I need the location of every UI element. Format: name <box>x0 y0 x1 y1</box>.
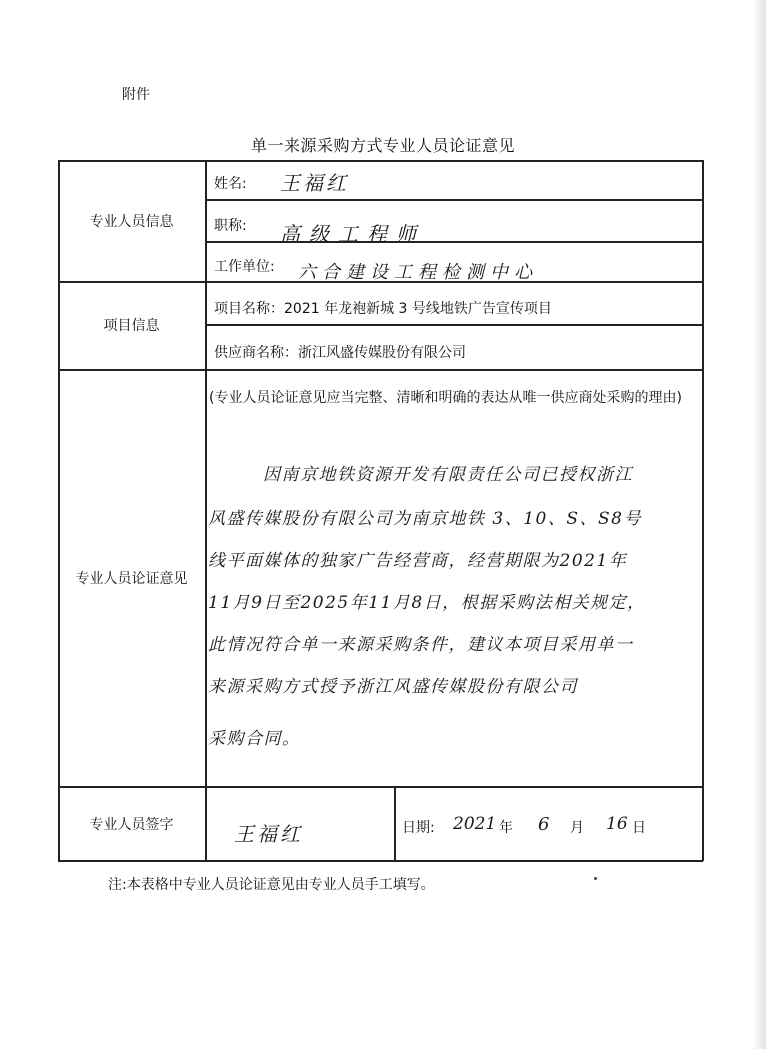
date-month-handwritten: 6 <box>538 814 550 835</box>
project-name: 项目名称：2021 年龙袍新城 3 号线地铁广告宣传项目 <box>214 301 552 317</box>
name-label: 姓名: <box>214 176 247 192</box>
expert-opinion-heading: 专业人员论证意见 <box>75 570 188 587</box>
opinion-line-6: 来源采购方式授予浙江风盛传媒股份有限公司 <box>208 677 578 697</box>
expert-info-heading: 专业人员信息 <box>89 213 174 230</box>
opinion-line-3: 线平面媒体的独家广告经营商，经营期限为2021年 <box>208 551 628 571</box>
signature-date-divider <box>394 786 396 861</box>
signature-handwritten: 王福红 <box>234 822 303 846</box>
date-year-unit: 年 <box>499 820 513 836</box>
opinion-line-2: 风盛传媒股份有限公司为南京地铁 3、10、S、S8号 <box>208 509 642 529</box>
table-border-right <box>702 160 704 861</box>
opinion-line-5: 此情况符合单一来源采购条件，建议本项目采用单一 <box>208 635 634 655</box>
opinion-instruction: (专业人员论证意见应当完整、清晰和明确的表达从唯一供应商处采购的理由) <box>209 390 682 406</box>
date-month-unit: 月 <box>570 820 584 836</box>
opinion-form-table <box>58 160 703 861</box>
project-info-heading: 项目信息 <box>103 318 160 334</box>
opinion-line-7: 采购合同。 <box>208 729 301 749</box>
column-divider <box>205 160 207 861</box>
date-year-handwritten: 2021 <box>453 814 497 834</box>
opinion-line-1: 因南京地铁资源开发有限责任公司已授权浙江 <box>263 465 633 485</box>
document-title: 单一来源采购方式专业人员论证意见 <box>250 136 515 155</box>
row-divider-name <box>205 199 703 201</box>
name-handwritten: 王福红 <box>280 171 349 195</box>
supplier-name: 供应商名称：浙江风盛传媒股份有限公司 <box>214 345 466 361</box>
opinion-line-4: 11月9日至2025年11月8日，根据采购法相关规定， <box>208 593 646 613</box>
work-unit-handwritten: 六合建设工程检测中心 <box>298 262 538 283</box>
footnote: 注:本表格中专业人员论证意见由专业人员手工填写。 <box>108 877 435 893</box>
row-divider-project-name <box>205 324 703 326</box>
job-title-label: 职称: <box>214 218 247 234</box>
scan-speck <box>594 877 597 880</box>
date-day-unit: 日 <box>632 820 646 836</box>
expert-signature-heading: 专业人员签字 <box>89 816 174 833</box>
scan-edge-shadow <box>752 0 766 1049</box>
date-label: 日期: <box>402 820 435 836</box>
attachment-label: 附件 <box>122 87 150 103</box>
date-day-handwritten: 16 <box>606 814 628 834</box>
work-unit-label: 工作单位: <box>214 259 275 275</box>
job-title-handwritten: 高级工程师 <box>280 222 425 246</box>
